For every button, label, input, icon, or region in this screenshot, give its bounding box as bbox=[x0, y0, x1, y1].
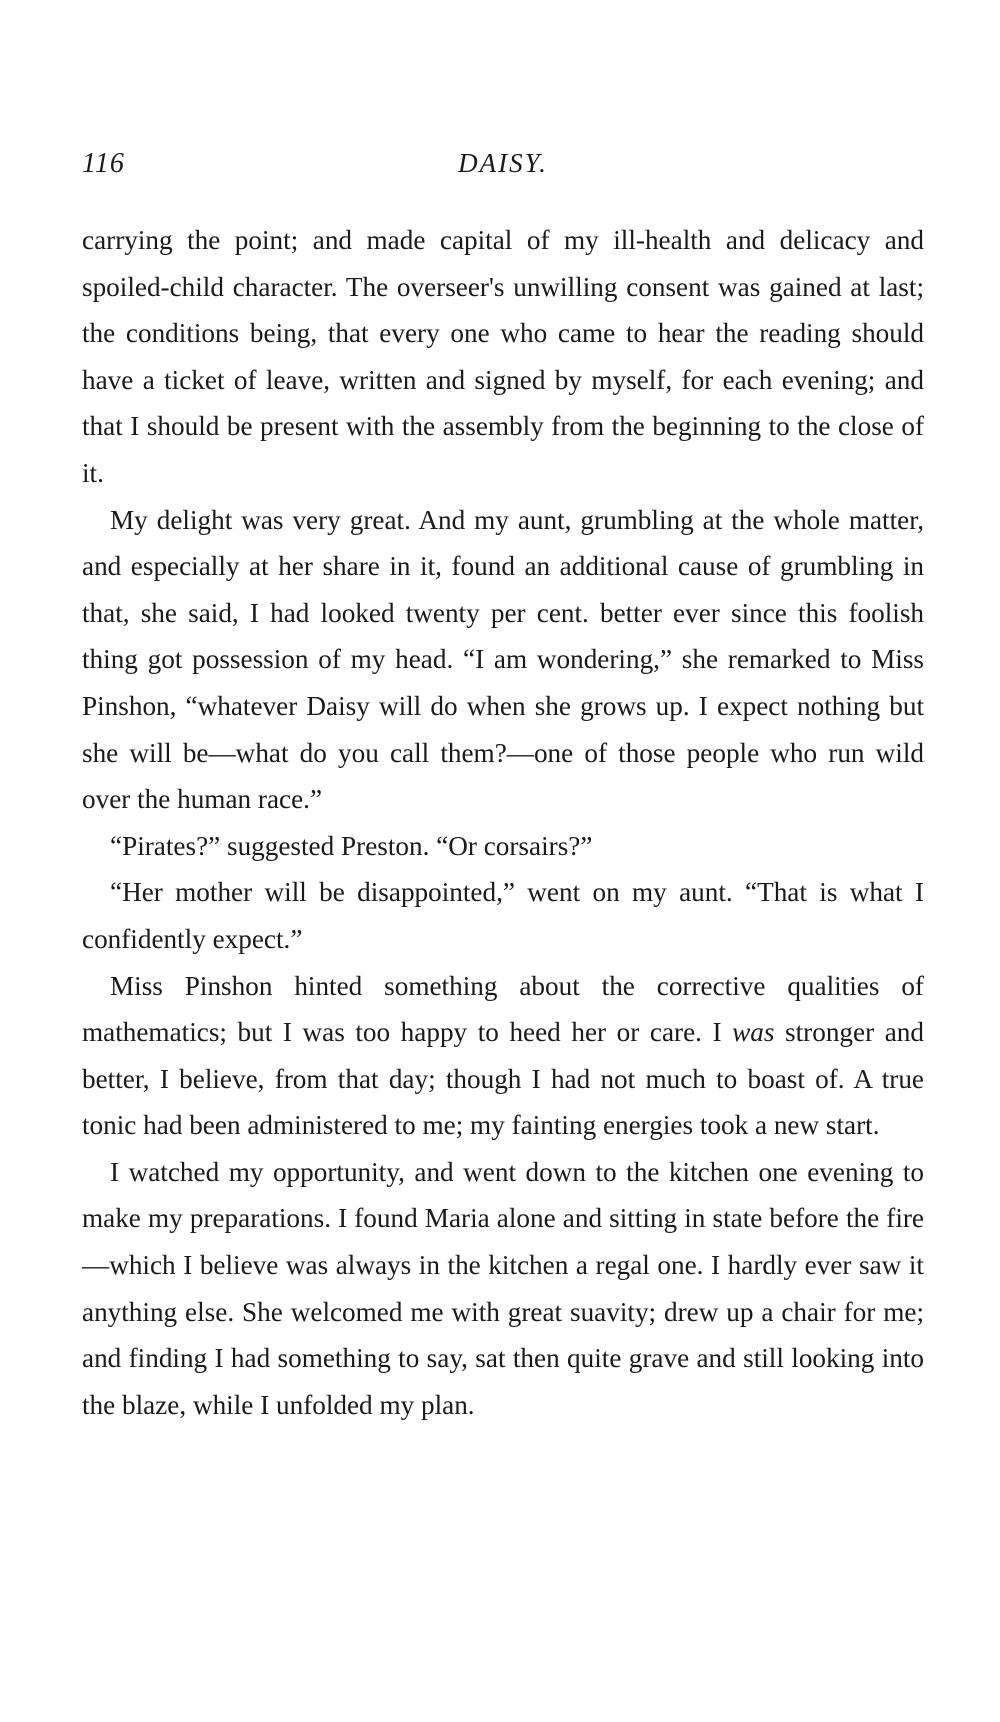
paragraph: “Her mother will be disappointed,” went on my aunt. “That is what I confidently expect.” bbox=[82, 877, 924, 954]
running-title: DAISY. bbox=[458, 148, 548, 178]
emphasis-text: was bbox=[732, 1017, 775, 1048]
paragraph: My delight was very great. And my aunt, grumbling at the whole matter, and especially at her share in it, found an additional cause of grumbling in that, she said, I had looked twenty per cent. better ever since this foolish thing got possession of my head. “I am wondering,” she remarked to Miss Pinshon, “whatever Daisy will do when she grows up. I expect nothing but she will be—what do you call them?—one of those people who run wild over the human race.” bbox=[82, 504, 924, 815]
paragraph bbox=[82, 963, 924, 1149]
paragraph: I watched my opportunity, and went down to the kitchen one evening to make my preparations. I found Maria alone and sitting in state before the fire—which I believe was always in the kitchen a regal one. I hardly ever saw it anything else. She welcomed me with great suavity; drew up a chair for me; and finding I had something to say, sat then quite grave and still looking into the blaze, while I unfolded my plan. bbox=[82, 1156, 924, 1420]
page-number: 116 bbox=[82, 148, 125, 179]
running-head bbox=[82, 148, 924, 188]
paragraph-text: stronger and better, I believe, from that day; though I had not much to boast of. A true tonic had been administered to me; my fainting energies took a new start. bbox=[82, 1017, 924, 1141]
paragraph: “Pirates?” suggested Preston. “Or corsairs?” bbox=[110, 830, 593, 861]
body-text bbox=[82, 217, 924, 1428]
paragraph-text: Miss Pinshon hinted something about the corrective qualities of mathematics; but I was too happy to heed her or care. I bbox=[82, 970, 924, 1048]
paragraph: carrying the point; and made capital of my ill-health and delicacy and spoiled-child character. The overseer's unwilling consent was gained at last; the conditions being, that every one who came to hear the reading should have a ticket of leave, written and signed by myself, for each evening; and that I should be present with the assembly from the beginning to the close of it. bbox=[82, 225, 924, 488]
